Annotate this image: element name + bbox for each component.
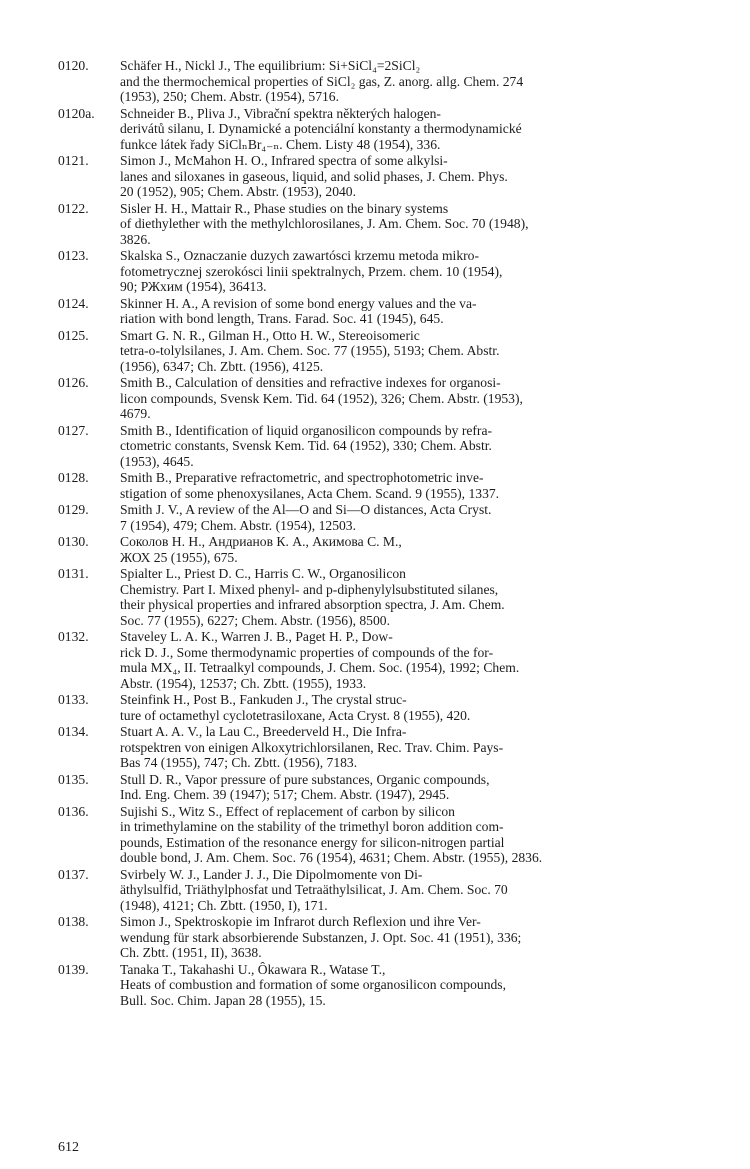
reference-line: funkce látek řady SiClₙBr₄₋ₙ. Chem. Listy 48 (1954), 336.: [120, 136, 441, 152]
reference-line: rick D. J., Some thermodynamic properties of compounds of the for-: [120, 644, 494, 660]
reference-line: mula MX₄, II. Tetraalkyl compounds, J. Chem. Soc. (1954), 1992; Chem.: [120, 660, 520, 675]
reference-number: 0126.: [58, 375, 89, 390]
reference-line: Skalska S., Oznaczanie duzych zawartósci krzemu metoda mikro-: [120, 248, 479, 263]
reference-text: [120, 724, 708, 771]
reference-line: Соколов Н. Н., Андрианов К. А., Акимова С. М.,: [120, 534, 402, 549]
reference-entry: [58, 962, 708, 1009]
reference-line: (1953), 4645.: [120, 453, 194, 469]
reference-entry: [58, 566, 708, 628]
reference-text: [120, 296, 708, 327]
reference-line: (1948), 4121; Ch. Zbtt. (1950, I), 171.: [120, 897, 328, 913]
page-number: 612: [58, 1140, 79, 1155]
reference-entry: [58, 375, 708, 422]
reference-text: [120, 914, 708, 961]
reference-entry: [58, 106, 708, 153]
reference-line: (1956), 6347; Ch. Zbtt. (1956), 4125.: [120, 358, 324, 374]
reference-entry: [58, 867, 708, 914]
reference-line: ture of octamethyl cyclotetrasiloxane, Acta Cryst. 8 (1955), 420.: [120, 707, 471, 723]
reference-line: Staveley L. A. K., Warren J. B., Paget H. P., Dow-: [120, 629, 393, 644]
reference-entry: [58, 502, 708, 533]
reference-line: ЖОХ 25 (1955), 675.: [120, 549, 238, 565]
reference-line: Heats of combustion and formation of some organosilicon compounds,: [120, 977, 506, 992]
reference-line: 90; РЖхим (1954), 36413.: [120, 279, 267, 294]
reference-text: [120, 106, 708, 153]
reference-text: [120, 375, 708, 422]
reference-line: pounds, Estimation of the resonance energy for silicon-nitrogen partial: [120, 834, 505, 850]
reference-number: 0121.: [58, 153, 89, 168]
reference-line: Bull. Soc. Chim. Japan 28 (1955), 15.: [120, 992, 326, 1008]
reference-line: Schneider B., Pliva J., Vibrační spektra některých halogen-: [120, 105, 441, 121]
reference-line: in trimethylamine on the stability of the trimethyl boron addition com-: [120, 819, 504, 834]
reference-entry: [58, 534, 708, 565]
reference-line: ctometric constants, Svensk Kem. Tid. 64 (1952), 330; Chem. Abstr.: [120, 438, 492, 453]
reference-number: 0122.: [58, 200, 89, 216]
reference-number: 0139.: [58, 961, 89, 977]
reference-line: Skinner H. A., A revision of some bond energy values and the va-: [120, 295, 477, 311]
reference-line: double bond, J. Am. Chem. Soc. 76 (1954), 4631; Chem. Abstr. (1955), 2836.: [120, 850, 543, 865]
reference-number: 0133.: [58, 692, 89, 707]
reference-text: [120, 248, 708, 295]
reference-line: stigation of some phenoxysilanes, Acta Chem. Scand. 9 (1955), 1337.: [120, 485, 500, 501]
reference-line: riation with bond length, Trans. Farad. Soc. 41 (1945), 645.: [120, 311, 444, 326]
reference-text: [120, 566, 708, 628]
reference-line: Smith B., Calculation of densities and refractive indexes for organosi-: [120, 375, 501, 390]
reference-line: Stuart A. A. V., la Lau C., Breederveld H., Die Infra-: [120, 724, 407, 739]
reference-number: 0136.: [58, 803, 89, 819]
reference-line: Steinfink H., Post B., Fankuden J., The crystal struc-: [120, 692, 407, 707]
reference-entry: [58, 772, 708, 803]
reference-line: 7 (1954), 479; Chem. Abstr. (1954), 12503.: [120, 517, 356, 533]
reference-entry: [58, 914, 708, 961]
reference-line: licon compounds, Svensk Kem. Tid. 64 (1952), 326; Chem. Abstr. (1953),: [120, 390, 523, 406]
reference-line: lanes and siloxanes in gaseous, liquid, and solid phases, J. Chem. Phys.: [120, 168, 508, 184]
reference-number: 0120.: [58, 58, 89, 73]
reference-line: wendung für stark absorbierende Substanzen, J. Opt. Soc. 41 (1951), 336;: [120, 929, 522, 945]
reference-entry: [58, 724, 708, 771]
reference-number: 0131.: [58, 566, 89, 581]
reference-entry: [58, 804, 708, 866]
reference-line: Abstr. (1954), 12537; Ch. Zbtt. (1955), 1933.: [120, 675, 367, 691]
reference-line: fotometrycznej szerokósci linii spektralnych, Przem. chem. 10 (1954),: [120, 263, 503, 279]
reference-line: Smith J. V., A review of the Al—O and Si—O distances, Acta Cryst.: [120, 502, 492, 517]
reference-text: [120, 470, 708, 501]
reference-number: 0125.: [58, 327, 89, 343]
reference-line: Ind. Eng. Chem. 39 (1947); 517; Chem. Abstr. (1947), 2945.: [120, 787, 450, 802]
reference-line: Smith B., Identification of liquid organosilicon compounds by refra-: [120, 422, 493, 438]
reference-line: (1953), 250; Chem. Abstr. (1954), 5716.: [120, 89, 339, 104]
reference-text: [120, 867, 708, 914]
reference-entry: [58, 153, 708, 200]
reference-text: [120, 962, 708, 1009]
reference-line: Stull D. R., Vapor pressure of pure substances, Organic compounds,: [120, 771, 490, 787]
reference-line: Sujishi S., Witz S., Effect of replacement of carbon by silicon: [120, 803, 455, 819]
reference-entry: [58, 328, 708, 375]
reference-number: 0132.: [58, 629, 89, 644]
reference-text: [120, 201, 708, 248]
reference-line: Smart G. N. R., Gilman H., Otto H. W., Stereoisomeric: [120, 327, 420, 343]
reference-line: and the thermochemical properties of SiCl₂ gas, Z. anorg. allg. Chem. 274: [120, 73, 524, 89]
reference-line: Smith B., Preparative refractometric, and spectrophotometric inve-: [120, 470, 484, 485]
reference-text: [120, 692, 708, 723]
reference-text: [120, 804, 708, 866]
reference-entry: [58, 296, 708, 327]
reference-entry: [58, 692, 708, 723]
reference-line: their physical properties and infrared absorption spectra, J. Am. Chem.: [120, 597, 505, 612]
reference-number: 0138.: [58, 914, 89, 929]
reference-text: [120, 328, 708, 375]
reference-line: 4679.: [120, 406, 151, 421]
reference-line: Tanaka T., Takahashi U., Ôkawara R., Watase T.,: [120, 961, 386, 977]
reference-line: Soc. 77 (1955), 6227; Chem. Abstr. (1956), 8500.: [120, 612, 390, 628]
reference-number: 0120a.: [58, 105, 95, 121]
reference-number: 0123.: [58, 248, 89, 263]
reference-line: Bas 74 (1955), 747; Ch. Zbtt. (1956), 7183.: [120, 755, 358, 770]
reference-line: 3826.: [120, 231, 151, 247]
reference-number: 0135.: [58, 771, 89, 787]
reference-line: Simon J., Spektroskopie im Infrarot durch Reflexion und ihre Ver-: [120, 914, 481, 929]
reference-text: [120, 153, 708, 200]
reference-number: 0128.: [58, 470, 89, 485]
reference-line: of diethylether with the methylchlorosilanes, J. Am. Chem. Soc. 70 (1948),: [120, 216, 529, 231]
reference-entry: [58, 629, 708, 691]
reference-line: Simon J., McMahon H. O., Infrared spectra of some alkylsi-: [120, 153, 448, 168]
reference-list: [58, 58, 708, 1009]
reference-text: [120, 629, 708, 691]
reference-entry: [58, 248, 708, 295]
reference-number: 0130.: [58, 534, 89, 549]
reference-text: [120, 534, 708, 565]
reference-line: Svirbely W. J., Lander J. J., Die Dipolmomente von Di-: [120, 866, 423, 882]
reference-entry: [58, 58, 708, 105]
reference-line: Spialter L., Priest D. C., Harris C. W., Organosilicon: [120, 566, 406, 581]
reference-text: [120, 423, 708, 470]
reference-entry: [58, 423, 708, 470]
reference-number: 0134.: [58, 724, 89, 739]
reference-line: Sisler H. H., Mattair R., Phase studies on the binary systems: [120, 200, 449, 216]
reference-number: 0124.: [58, 295, 89, 311]
reference-text: [120, 58, 708, 105]
reference-line: Schäfer H., Nickl J., The equilibrium: Si+SiCl₄=2SiCl₂: [120, 58, 421, 73]
reference-line: Chemistry. Part I. Mixed phenyl- and p-diphenylylsubstituted silanes,: [120, 581, 499, 597]
reference-line: 20 (1952), 905; Chem. Abstr. (1953), 2040.: [120, 184, 356, 199]
reference-line: rotspektren von einigen Alkoxytrichlorsilanen, Rec. Trav. Chim. Pays-: [120, 739, 504, 755]
reference-entry: [58, 470, 708, 501]
reference-line: tetra-o-tolylsilanes, J. Am. Chem. Soc. 77 (1955), 5193; Chem. Abstr.: [120, 343, 500, 358]
reference-line: Ch. Zbtt. (1951, II), 3638.: [120, 945, 262, 960]
reference-number: 0127.: [58, 422, 89, 438]
reference-line: derivátů silanu, I. Dynamické a potenciální konstanty a thermodynamické: [120, 121, 522, 136]
reference-entry: [58, 201, 708, 248]
reference-number: 0137.: [58, 866, 89, 882]
reference-line: äthylsulfid, Triäthylphosfat und Tetraäthylsilicat, J. Am. Chem. Soc. 70: [120, 882, 508, 897]
reference-text: [120, 772, 708, 803]
reference-number: 0129.: [58, 502, 89, 517]
reference-text: [120, 502, 708, 533]
